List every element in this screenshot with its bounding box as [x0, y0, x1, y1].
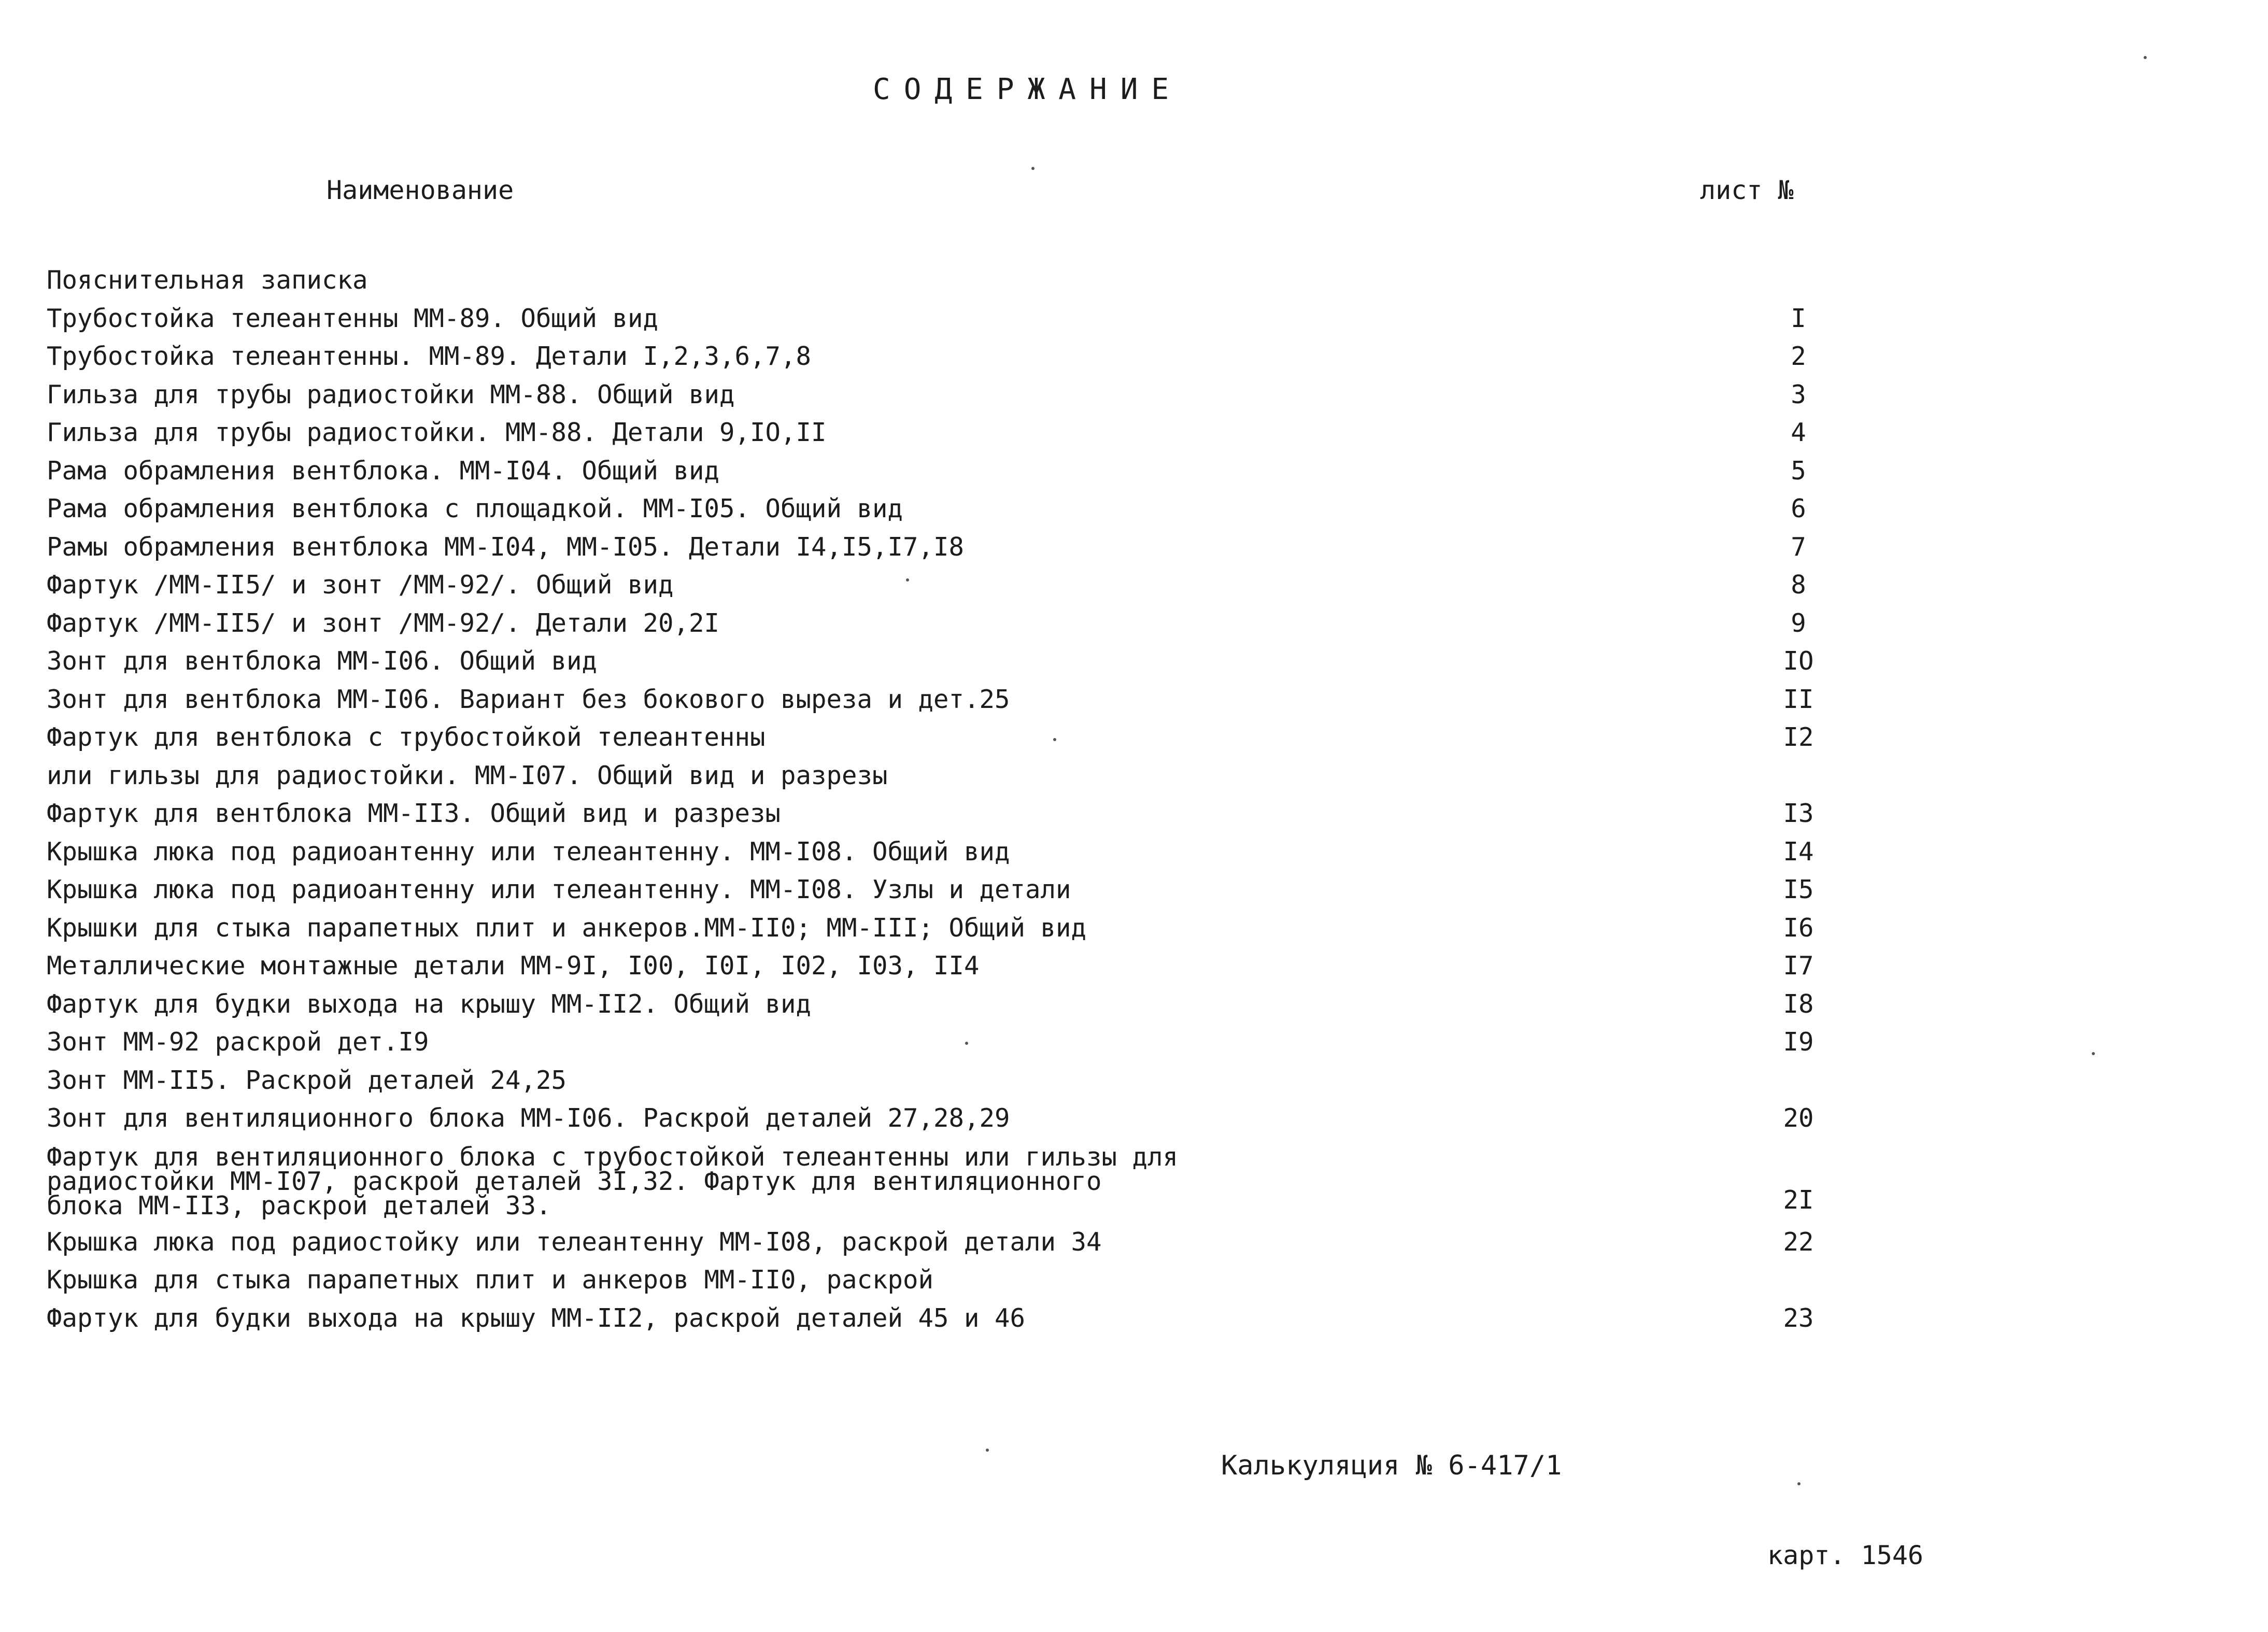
contents-row — [47, 947, 1814, 985]
row-title: Крышка люка под радиоантенну или телеантенну. ММ-I08. Общий вид — [47, 836, 1010, 867]
scan-speck — [2092, 1052, 2095, 1055]
row-title: Крышка для стыка парапетных плит и анкеров ММ-II0, раскрой — [47, 1265, 934, 1295]
scan-speck — [986, 1449, 989, 1452]
row-title: Металлические монтажные детали ММ-9I, I00, I0I, I02, I03, II4 — [47, 951, 980, 981]
row-title: Фартук для вентиляционного блока с трубостойкой телеантенны или гильзы для радиостойки ММ-I07, раскрой деталей 3I,32. Фартук для вентиляционного блока ММ-II3, раскрой деталей 33. — [47, 1142, 1179, 1221]
row-sheet-number: 7 — [1791, 532, 1806, 562]
contents-row — [47, 1299, 1814, 1338]
row-sheet-number: I2 — [1783, 722, 1814, 752]
contents-row — [47, 490, 1809, 528]
scan-speck — [2144, 56, 2147, 59]
contents-row — [47, 376, 1809, 414]
contents-row — [47, 794, 1814, 833]
row-title: Крышки для стыка парапетных плит и анкеров.ММ-II0; ММ-III; Общий вид — [47, 913, 1087, 943]
row-sheet-number: 4 — [1791, 418, 1806, 447]
contents-row — [47, 452, 1809, 490]
contents-row — [47, 1061, 1809, 1100]
scan-speck — [1053, 738, 1056, 741]
row-title: Крышка люка под радиоантенну или телеантенну. ММ-I08. Узлы и детали — [47, 875, 1071, 904]
contents-row — [47, 1099, 1814, 1138]
scan-speck — [1031, 167, 1034, 170]
contents-row — [47, 414, 1809, 452]
row-sheet-number: 5 — [1791, 456, 1806, 486]
row-title: Трубостойка телеантенны. ММ-89. Детали I,2,3,6,7,8 — [47, 342, 812, 371]
row-sheet-number: I3 — [1783, 799, 1814, 828]
row-title: Рама обрамления вентблока с площадкой. ММ-I05. Общий вид — [47, 494, 903, 523]
contents-list — [47, 261, 1814, 1337]
row-sheet-number: 8 — [1791, 570, 1806, 600]
row-sheet-number: 3 — [1791, 379, 1806, 409]
row-title: Фартук /ММ-II5/ и зонт /ММ-92/. Общий вид — [47, 570, 674, 600]
row-title: Зонт ММ-92 раскрой дет.I9 — [47, 1027, 429, 1057]
column-header-name: Наименование — [327, 175, 514, 205]
row-sheet-number: 2I — [1783, 1185, 1814, 1215]
scan-speck — [965, 1042, 968, 1045]
row-title: Рамы обрамления вентблока ММ-I04, ММ-I05. Детали I4,I5,I7,I8 — [47, 532, 965, 562]
scan-speck — [1797, 1482, 1801, 1485]
row-title: Трубостойка телеантенны ММ-89. Общий вид — [47, 303, 659, 333]
column-header-sheet: лист № — [1700, 175, 1794, 205]
calculation-reference: Калькуляция № 6-417/1 — [1221, 1450, 1562, 1481]
row-sheet-number: IO — [1783, 646, 1814, 676]
row-sheet-number: I — [1791, 303, 1806, 333]
contents-row — [47, 985, 1814, 1024]
row-title: Фартук для вентблока с трубостойкой телеантенны — [47, 722, 766, 752]
row-title: Пояснительная записка — [47, 265, 368, 295]
row-title: или гильзы для радиостойки. ММ-I07. Общий вид и разрезы — [47, 760, 888, 790]
contents-row — [47, 833, 1814, 871]
contents-row — [47, 909, 1814, 947]
row-sheet-number: I6 — [1783, 913, 1814, 943]
contents-row — [47, 528, 1809, 566]
row-sheet-number: 23 — [1783, 1303, 1814, 1333]
row-title: Гильза для трубы радиостойки. ММ-88. Детали 9,IO,II — [47, 418, 827, 447]
scan-speck — [906, 578, 909, 581]
contents-row — [47, 1223, 1814, 1261]
row-title: Зонт для вентблока ММ-I06. Общий вид — [47, 646, 598, 676]
contents-row — [47, 604, 1809, 643]
contents-row — [47, 1023, 1814, 1061]
row-title: Фартук для будки выхода на крышу ММ-II2. Общий вид — [47, 989, 812, 1019]
contents-row — [47, 1138, 1814, 1223]
page-title: СОДЕРЖАНИЕ — [873, 73, 1183, 106]
row-title: Фартук /ММ-II5/ и зонт /ММ-92/. Детали 20,2I — [47, 608, 720, 638]
contents-row — [47, 642, 1814, 680]
contents-row — [47, 718, 1814, 757]
row-sheet-number: 2 — [1791, 342, 1806, 371]
row-sheet-number: I9 — [1783, 1027, 1814, 1057]
row-sheet-number: I4 — [1783, 836, 1814, 867]
row-title: Рама обрамления вентблока. ММ-I04. Общий вид — [47, 456, 720, 486]
contents-row — [47, 871, 1814, 909]
contents-row — [47, 757, 1809, 795]
card-number: карт. 1546 — [1767, 1540, 1924, 1570]
row-sheet-number: I7 — [1783, 951, 1814, 981]
row-sheet-number: II — [1783, 684, 1814, 714]
contents-row — [47, 680, 1814, 719]
row-sheet-number: 20 — [1783, 1103, 1814, 1133]
row-title: Гильза для трубы радиостойки ММ-88. Общий вид — [47, 379, 735, 409]
row-sheet-number: 6 — [1791, 494, 1806, 523]
row-sheet-number: I8 — [1783, 989, 1814, 1019]
row-sheet-number: I5 — [1783, 875, 1814, 904]
contents-row — [47, 337, 1809, 376]
row-sheet-number: 22 — [1783, 1227, 1814, 1257]
contents-row — [47, 1261, 1809, 1299]
contents-row — [47, 566, 1809, 604]
row-title: Зонт ММ-II5. Раскрой деталей 24,25 — [47, 1065, 567, 1095]
contents-row — [47, 261, 1809, 300]
row-title: Фартук для будки выхода на крышу ММ-II2, раскрой деталей 45 и 46 — [47, 1303, 1026, 1333]
row-title: Зонт для вентблока ММ-I06. Вариант без бокового выреза и дет.25 — [47, 684, 1010, 714]
row-title: Фартук для вентблока ММ-II3. Общий вид и разрезы — [47, 799, 781, 828]
row-sheet-number: 9 — [1791, 608, 1806, 638]
row-title: Зонт для вентиляционного блока ММ-I06. Раскрой деталей 27,28,29 — [47, 1103, 1010, 1133]
row-title: Крышка люка под радиостойку или телеантенну ММ-I08, раскрой детали 34 — [47, 1227, 1102, 1257]
contents-row — [47, 300, 1809, 338]
